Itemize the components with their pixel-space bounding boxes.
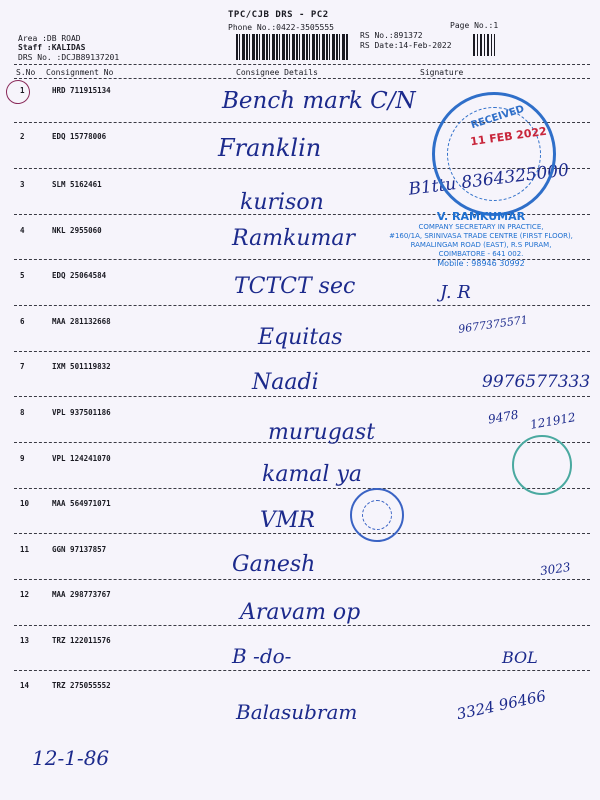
stamp-line: COMPANY SECRETARY IN PRACTICE, (418, 223, 544, 231)
row-consignee-handwriting: Aravam op (240, 600, 361, 625)
row-consignee-handwriting: kurison (240, 190, 324, 215)
row-sno: 4 (20, 226, 25, 235)
row-consignment: TRZ 122011576 (52, 636, 111, 645)
signature-phone: 9677375571 (457, 313, 529, 336)
col-consignee: Consignee Details (236, 68, 318, 77)
row-consignment: MAA 564971071 (52, 499, 111, 508)
row-consignment: TRZ 275055552 (52, 681, 111, 690)
signature-phone: 3324 96466 (455, 686, 548, 724)
row-consignee-handwriting: Equitas (258, 325, 343, 350)
teal-seal-icon (512, 435, 572, 495)
staff-field: Staff :KALIDAS (18, 43, 86, 52)
row-sno: 2 (20, 132, 25, 141)
row-consignment: VPL 937501186 (52, 408, 111, 417)
row-consignee-handwriting: TCTCT sec (234, 274, 356, 299)
row-consignment: GGN 97137857 (52, 545, 107, 554)
row-consignment: HRD 711915134 (52, 86, 111, 95)
row-consignee-handwriting: Franklin (218, 134, 322, 162)
row-consignment: IXM 501119832 (52, 362, 111, 371)
signature-scribble: J. R (440, 282, 471, 303)
received-stamp-icon (432, 92, 556, 216)
separator (14, 305, 590, 306)
col-signature: Signature (420, 68, 464, 77)
signature-number: 121912 (529, 410, 577, 432)
separator (14, 351, 590, 352)
row-sno: 9 (20, 454, 25, 463)
barcode-small (473, 34, 495, 56)
bottom-handwritten-note: 12-1-86 (32, 746, 110, 770)
row-sno: 3 (20, 180, 25, 189)
separator (14, 78, 590, 79)
separator (14, 579, 590, 580)
company-seal-icon (350, 488, 404, 542)
row-sno: 1 (20, 86, 25, 95)
signature-number: 9478 (487, 407, 520, 427)
row-sno: 14 (20, 681, 30, 690)
separator (14, 488, 590, 489)
signature-phone: 9976577333 (482, 372, 591, 392)
stamp-line: COIMBATORE - 641 002. (438, 250, 524, 258)
separator (14, 625, 590, 626)
col-consignment: Consignment No (46, 68, 114, 77)
company-secretary-stamp (386, 210, 576, 268)
separator (14, 670, 590, 671)
signature-number: 3023 (539, 559, 572, 579)
row-sno: 12 (20, 590, 30, 599)
row-consignee-handwriting: VMR (260, 508, 315, 533)
drs-number: DRS No. :DCJB89137201 (18, 53, 120, 62)
row-consignment: VPL 124241070 (52, 454, 111, 463)
row-consignment: MAA 298773767 (52, 590, 111, 599)
row-consignee-handwriting: Balasubram (236, 700, 358, 724)
col-sno: S.No (16, 68, 36, 77)
row-sno: 7 (20, 362, 25, 371)
rs-date: RS Date:14-Feb-2022 (360, 41, 452, 50)
row-consignment: MAA 281132668 (52, 317, 111, 326)
separator (14, 64, 590, 65)
row-consignee-handwriting: murugast (268, 420, 376, 445)
separator (14, 396, 590, 397)
row-consignment: SLM 5162461 (52, 180, 102, 189)
stamp-name: V. RAMKUMAR (436, 210, 526, 223)
row-consignee-handwriting: kamal ya (262, 462, 362, 487)
stamp-line: RAMALINGAM ROAD (EAST), R.S PURAM, (410, 241, 552, 249)
rs-number: RS No.:891372 (360, 31, 423, 40)
row-consignment: EDQ 25064584 (52, 271, 107, 280)
row-consignee-handwriting: Naadi (252, 370, 319, 395)
separator (14, 533, 590, 534)
signature-phone: B1ttu 8364325000 (407, 160, 571, 200)
row-consignee-handwriting: Ganesh (232, 552, 316, 577)
row-consignment: EDQ 15778006 (52, 132, 107, 141)
stamp-mobile: Mobile : 98946 30992 (437, 259, 525, 268)
row-sno: 10 (20, 499, 30, 508)
row-sno: 11 (20, 545, 30, 554)
area-field: Area :DB ROAD (18, 34, 81, 43)
row-consignee-handwriting: Bench mark C/N (222, 88, 416, 114)
row-sno: 5 (20, 271, 25, 280)
signature-scribble: BOL (502, 648, 538, 667)
page-number: Page No.:1 (450, 21, 499, 30)
row-sno: 6 (20, 317, 25, 326)
circled-row-marker (4, 78, 32, 106)
barcode (236, 34, 348, 60)
sheet-title: TPC/CJB DRS - PC2 (228, 10, 329, 20)
row-sno: 8 (20, 408, 25, 417)
row-consignee-handwriting: Ramkumar (232, 226, 356, 251)
received-stamp-label: RECEIVED (469, 103, 526, 132)
row-consignee-handwriting: B -do- (232, 644, 292, 668)
row-sno: 13 (20, 636, 30, 645)
stamp-line: #160/1A, SRINIVASA TRADE CENTRE (FIRST FLOOR), (389, 232, 573, 240)
row-consignment: NKL 2955060 (52, 226, 102, 235)
received-stamp-date: 11 FEB 2022 (469, 124, 548, 149)
phone-number: Phone No.:0422-3505555 (228, 23, 334, 32)
